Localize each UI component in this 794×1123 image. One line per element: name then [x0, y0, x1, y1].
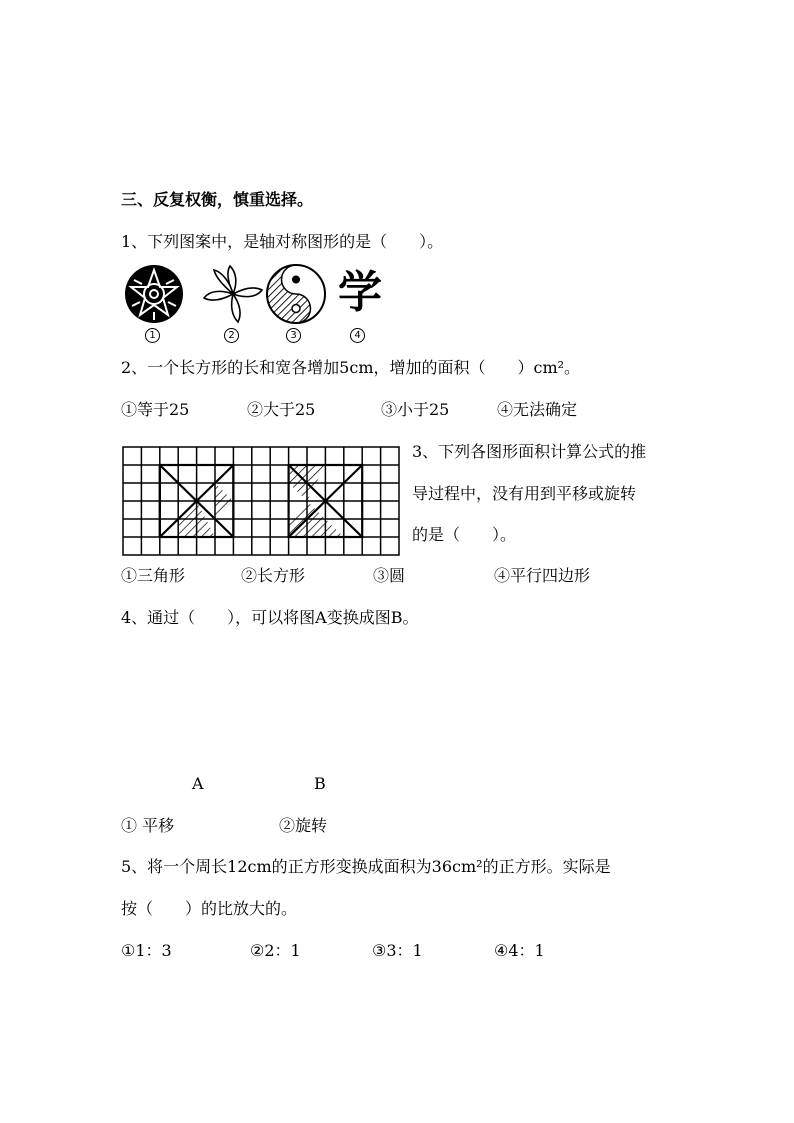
figure-b-label: B — [314, 774, 326, 793]
question-4-text: 4、通过（ ），可以将图A变换成图B。 — [121, 608, 419, 627]
q2-option-2: ②大于25 — [247, 400, 316, 419]
question-2-text: 2、一个长方形的长和宽各增加5cm，增加的面积（ ）cm²。 — [121, 358, 581, 377]
question-3-line-1: 3、下列各图形面积计算公式的推 — [412, 442, 647, 461]
ornament-circle-icon — [120, 262, 190, 326]
figure-label-3: 3 — [286, 328, 301, 343]
question-5-line-2: 按（ ）的比放大的。 — [121, 899, 298, 918]
q5-option-2: ②2：1 — [250, 941, 301, 960]
q3-option-1: ①三角形 — [121, 566, 186, 585]
q5-option-1: ①1：3 — [121, 941, 172, 960]
q5-option-4: ④4：1 — [494, 941, 545, 960]
figure-label-1: 1 — [145, 328, 160, 343]
question-3-line-3: 的是（ ）。 — [412, 525, 517, 544]
question-5-line-1: 5、将一个周长12cm的正方形变换成面积为36cm²的正方形。实际是 — [121, 857, 611, 876]
figure-label-2: 2 — [224, 328, 239, 343]
q3-option-3: ③圆 — [373, 566, 406, 585]
figure-label-4: 4 — [350, 328, 365, 343]
question-3-line-2: 导过程中，没有用到平移或旋转 — [412, 484, 637, 503]
q3-option-2: ②长方形 — [241, 566, 306, 585]
q5-option-3: ③3：1 — [372, 941, 423, 960]
q3-grid-figure — [122, 446, 404, 556]
q2-option-1: ①等于25 — [121, 400, 190, 419]
question-1-text: 1、下列图案中，是轴对称图形的是（ ）。 — [121, 232, 444, 251]
q2-option-3: ③小于25 — [381, 400, 450, 419]
q1-figures — [120, 262, 420, 346]
q4-option-1: ① 平移 — [121, 816, 175, 835]
figure-a-label: A — [192, 774, 204, 793]
pinwheel-icon — [200, 264, 266, 324]
section-title: 三、反复权衡，慎重选择。 — [121, 190, 314, 209]
q2-option-4: ④无法确定 — [497, 400, 578, 419]
q3-option-4: ④平行四边形 — [494, 566, 591, 585]
q4-option-2: ②旋转 — [279, 816, 328, 835]
xue-character: 学 — [338, 267, 382, 318]
yin-yang-icon — [260, 262, 332, 326]
